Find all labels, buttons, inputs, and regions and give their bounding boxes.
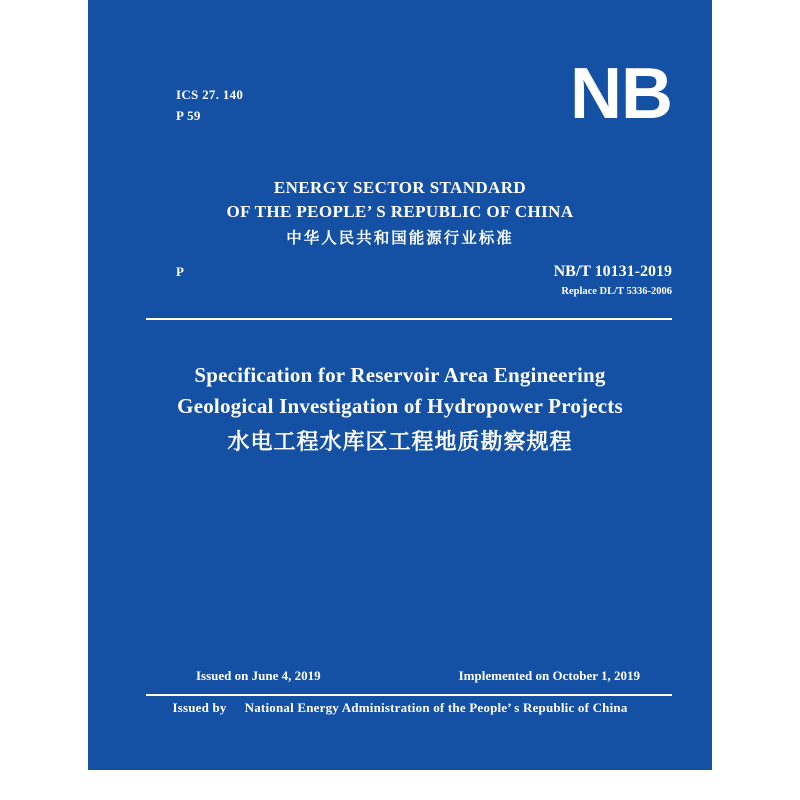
dates-row bbox=[176, 668, 654, 688]
standard-cover bbox=[88, 0, 712, 770]
title-english-line2: Geological Investigation of Hydropower Projects bbox=[177, 394, 623, 418]
authority-title-line1: ENERGY SECTOR STANDARD bbox=[273, 178, 527, 197]
standard-code-row bbox=[176, 262, 672, 308]
title-english-line1: Specification for Reservoir Area Engineering bbox=[194, 363, 606, 387]
standard-number: NB/T 10131-2019 bbox=[553, 263, 672, 280]
divider-bottom bbox=[146, 694, 672, 696]
issuer-name: National Energy Administration of the People’ s Republic of China bbox=[244, 700, 628, 715]
ics-number: ICS 27. 140 bbox=[176, 87, 244, 102]
nb-logo: NB bbox=[570, 54, 672, 134]
issued-by-label: Issued by bbox=[172, 700, 227, 715]
title-chinese: 水电工程水库区工程地质勘察规程 bbox=[227, 430, 573, 455]
document-title-block bbox=[88, 360, 712, 464]
issuer-line bbox=[88, 700, 712, 716]
authority-title-chinese: 中华人民共和国能源行业标准 bbox=[286, 229, 514, 247]
ics-classification-block bbox=[176, 84, 243, 126]
divider-top bbox=[146, 318, 672, 320]
issued-date: Issued on June 4, 2019 bbox=[196, 668, 321, 683]
classification-code: P bbox=[176, 264, 184, 279]
standard-authority-title bbox=[88, 176, 712, 252]
ccs-number: P 59 bbox=[176, 108, 201, 123]
implemented-date: Implemented on October 1, 2019 bbox=[458, 668, 640, 683]
authority-title-line2: OF THE PEOPLE’ S REPUBLIC OF CHINA bbox=[226, 202, 574, 221]
replaced-standard: Replace DL/T 5336-2006 bbox=[561, 286, 672, 297]
